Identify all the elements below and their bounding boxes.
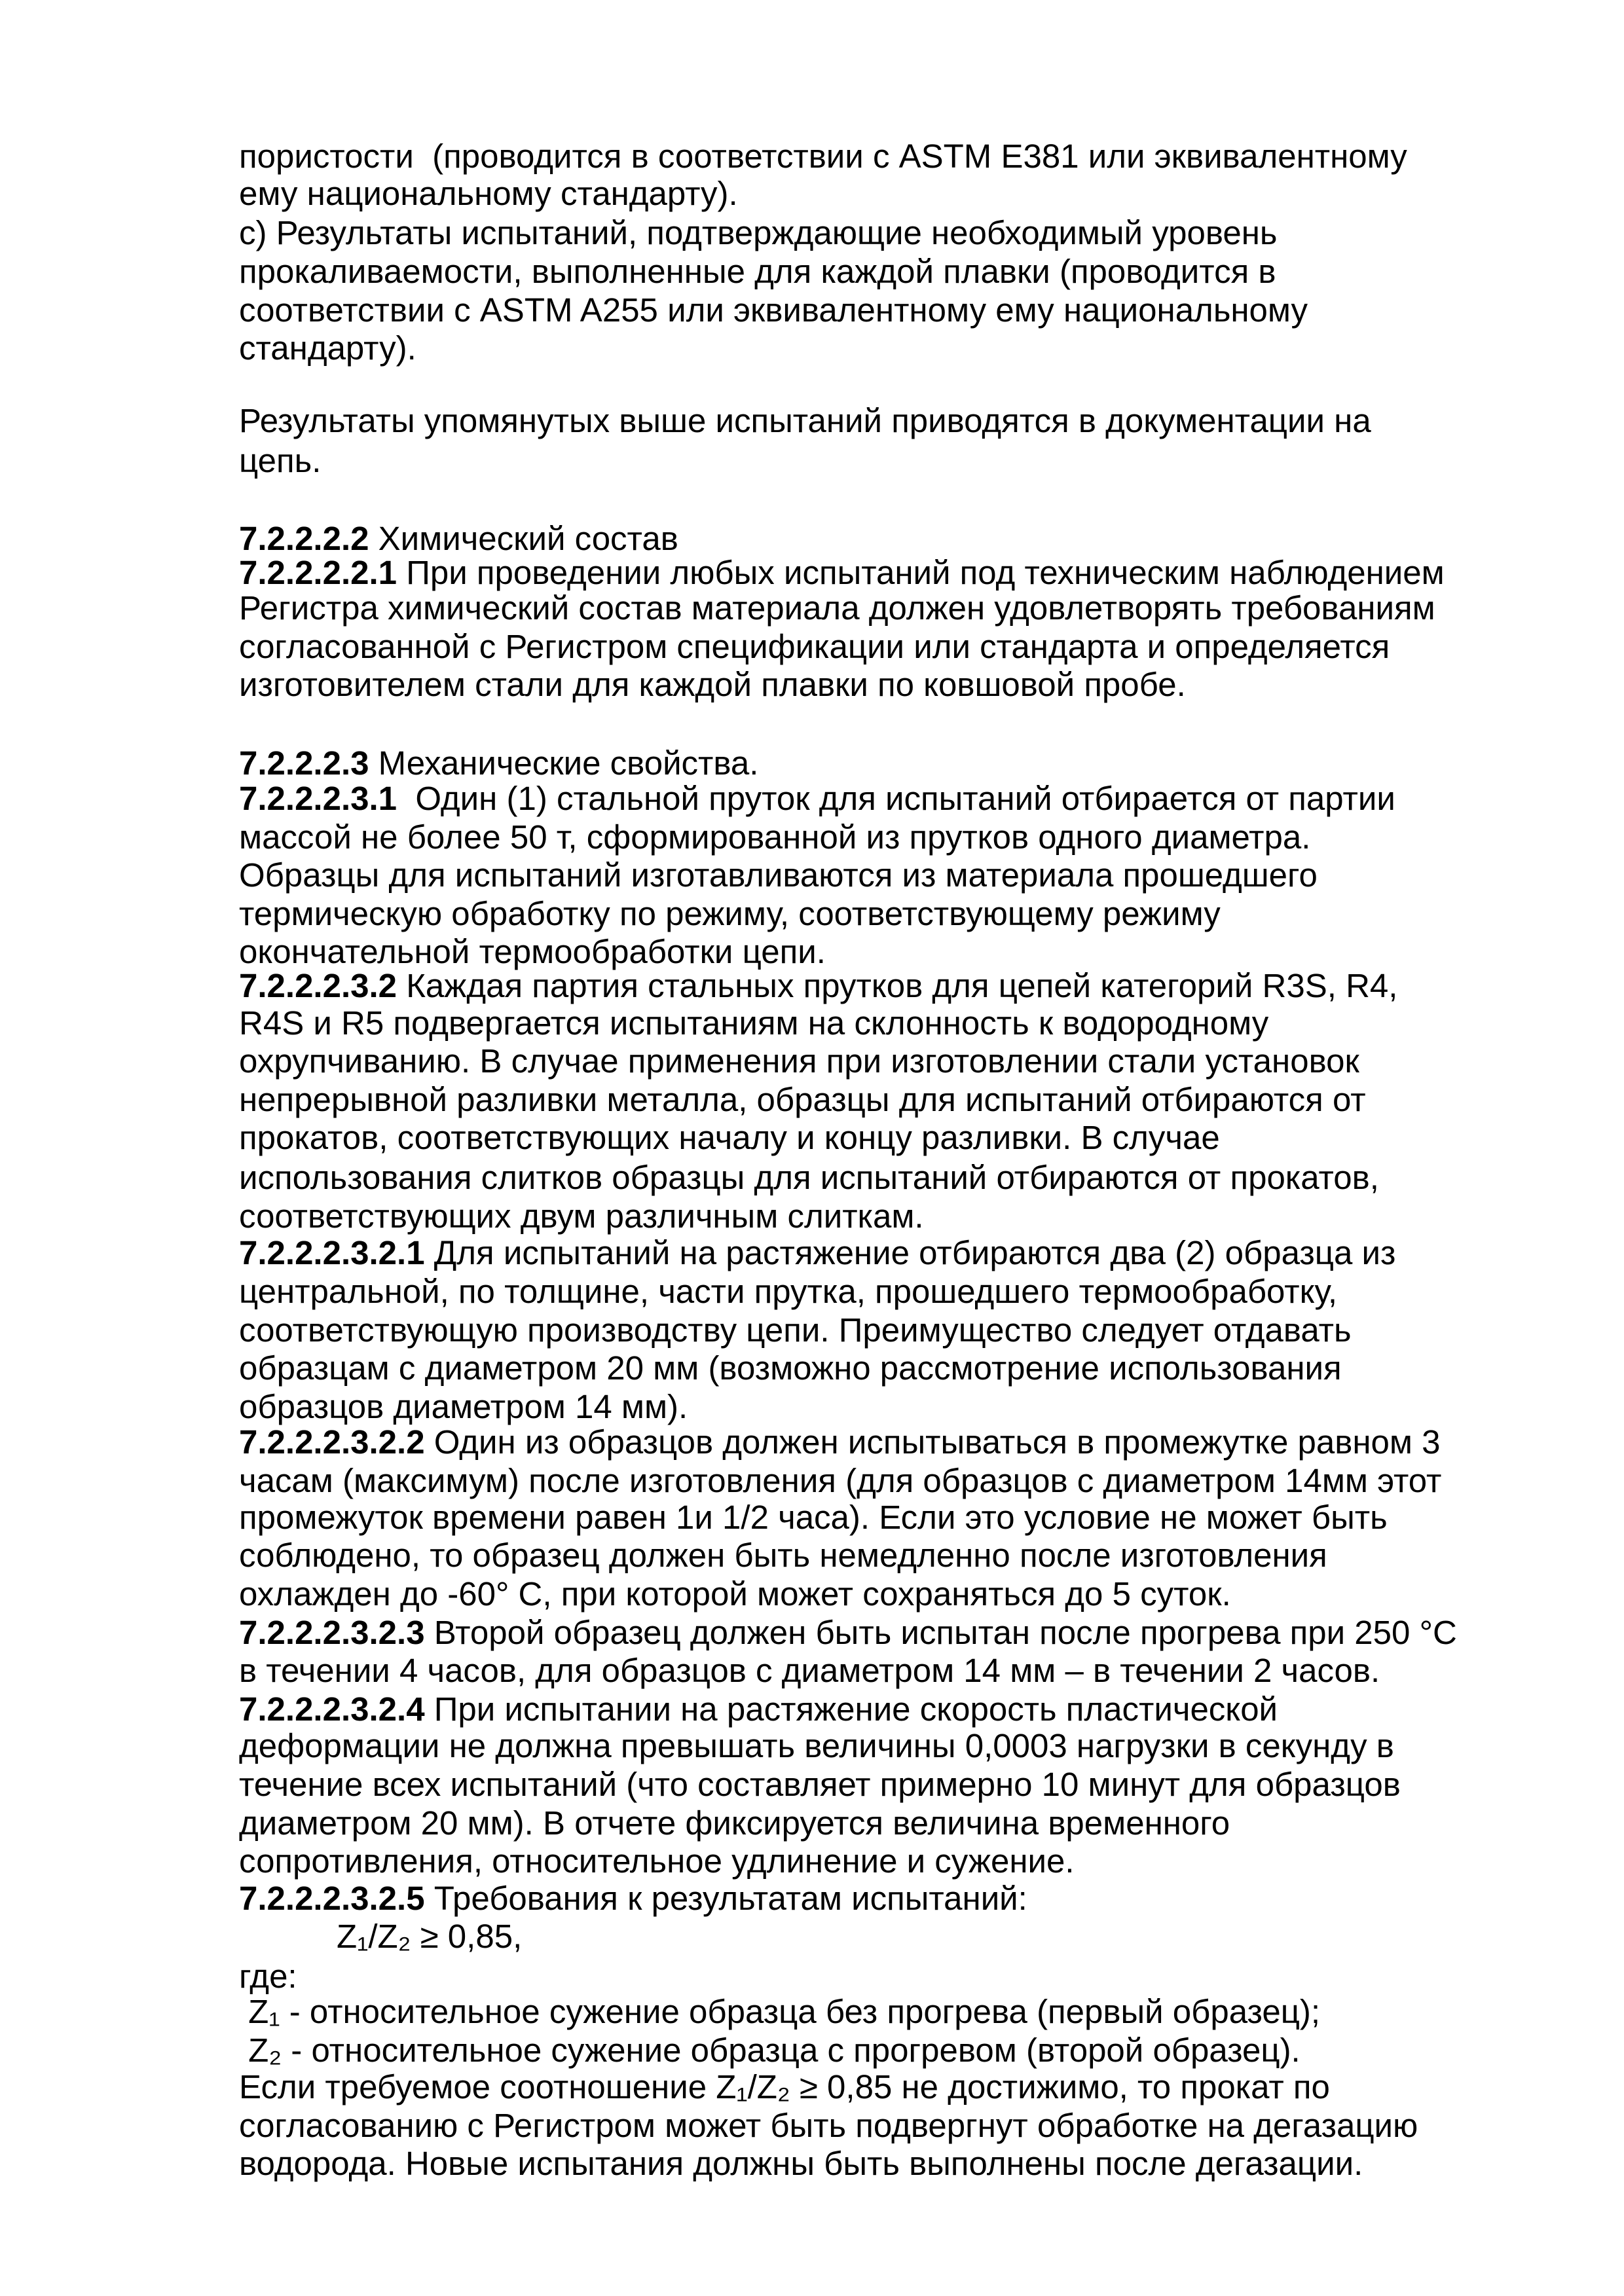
text-line [239,137,1407,175]
text-line [239,1273,1337,1311]
text-line [239,442,321,480]
text-line [239,1842,1075,1880]
line-text: пористости (проводится в соответствии с ASTM E381 или эквивалентному [239,137,1407,175]
section-number: 7.2.2.2.3.2.5 [239,1879,425,1917]
text-line [239,2068,1330,2106]
line-text: Z₁/Z₂ ≥ 0,85, [337,1918,523,1956]
line-text: массой не более 50 т, сформированной из прутков одного диаметра. [239,818,1311,856]
text-line [239,628,1390,666]
text-line [239,2145,1363,2183]
line-text: прокаливаемости, выполненные для каждой плавки (проводится в [239,253,1276,291]
text-line [239,589,1435,627]
line-text: Требования к результатам испытаний: [424,1879,1027,1917]
line-text: Механические свойства. [369,744,759,782]
line-text: образцов диаметром 14 мм). [239,1387,688,1425]
text-line [239,2107,1418,2145]
line-text: Один из образцов должен испытываться в промежутке равном 3 [424,1423,1441,1461]
text-line [239,1004,1268,1042]
line-text: цепь. [239,441,322,479]
text-line [337,1918,522,1956]
section-line [239,1423,1441,1461]
line-text: сопротивления, относительное удлинение и сужение. [239,1842,1075,1880]
line-text: водорода. Новые испытания должны быть выполнены после дегазации. [239,2145,1363,2183]
line-text: c) Результаты испытаний, подтверждающие необходимый уровень [239,214,1278,252]
text-line [239,1042,1359,1080]
section-line [239,554,1445,592]
text-line [239,1349,1342,1387]
section-number: 7.2.2.2.3.2.1 [239,1234,425,1272]
section-number: 7.2.2.2.3.2.4 [239,1690,425,1728]
line-text: охлажден до -60° С, при которой может сохраняться до 5 суток. [239,1575,1231,1613]
line-text: Один (1) стальной пруток для испытаний отбирается от партии [397,779,1395,817]
line-text: термическую обработку по режиму, соответствующему режиму [239,894,1221,932]
line-text: образцам с диаметром 20 мм (возможно рассмотрение использования [239,1349,1342,1387]
line-text: изготовителем стали для каждой плавки по ковшовой пробе. [239,666,1186,704]
text-line [239,1197,924,1235]
line-text: R4S и R5 подвергается испытаниям на склонность к водородному [239,1004,1269,1042]
line-text: соответствующую производству цепи. Преимущество следует отдавать [239,1311,1352,1349]
line-text: окончательной термообработки цепи. [239,933,826,971]
text-line [239,895,1221,933]
text-line [239,933,826,971]
line-text: При проведении любых испытаний под техническим наблюдением [397,554,1445,591]
section-line [239,1880,1027,1918]
text-line [239,1727,1394,1765]
line-text: использования слитков образцы для испытаний отбираются от прокатов, [239,1159,1379,1197]
text-line [239,1462,1441,1500]
line-text: диаметром 20 мм). В отчете фиксируется величина временного [239,1804,1230,1842]
section-line [239,744,758,782]
text-line [239,402,1371,440]
line-text: промежуток времени равен 1и 1/2 часа). Если это условие не может быть [239,1498,1388,1536]
text-line [239,2032,1301,2069]
line-text: Регистра химический состав материала должен удовлетворять требованиям [239,589,1435,627]
text-line [239,291,1308,329]
section-line [239,1234,1395,1272]
text-line [239,1575,1231,1613]
line-text: согласованной с Регистром спецификации или стандарта и определяется [239,627,1390,665]
text-line [239,1119,1220,1157]
line-text: непрерывной разливки металла, образцы для испытаний отбираются от [239,1080,1366,1118]
text-line [239,1766,1401,1804]
text-line [239,1537,1327,1575]
text-line [239,329,416,367]
section-line [239,967,1397,1005]
section-number: 7.2.2.2.3.2.2 [239,1423,425,1461]
line-text: где: [239,1958,297,1995]
section-number: 7.2.2.2.3 [239,744,369,782]
line-text: центральной, по толщине, части прутка, прошедшего термообработку, [239,1272,1338,1310]
line-text: Z₁ - относительное сужение образца без прогрева (первый образец); [239,1993,1321,2031]
text-line [239,1081,1366,1119]
line-text: прокатов, соответствующих началу и концу разливки. В случае [239,1119,1220,1157]
line-text: согласованию с Регистром может быть подвергнут обработке на дегазацию [239,2106,1418,2144]
text-line [239,1159,1379,1197]
line-text: соответствии с ASTM A255 или эквивалентному ему национальному [239,291,1308,329]
line-text: Результаты упомянутых выше испытаний приводятся в документации на [239,401,1371,439]
text-line [239,253,1276,291]
line-text: стандарту). [239,329,416,367]
text-line [239,1388,688,1426]
line-text: ему национальному стандарту). [239,174,738,212]
text-line [239,1804,1230,1842]
section-line [239,1690,1278,1728]
line-text: Образцы для испытаний изготавливаются из материала прошедшего [239,856,1318,894]
line-text: Для испытаний на растяжение отбираются два (2) образца из [424,1234,1396,1272]
text-line [239,856,1318,894]
section-number: 7.2.2.2.3.2 [239,967,397,1005]
section-line [239,520,678,558]
section-number: 7.2.2.2.3.2.3 [239,1613,425,1651]
line-text: течение всех испытаний (что составляет примерно 10 минут для образцов [239,1765,1401,1803]
line-text: Химический состав [369,520,678,558]
line-text: деформации не должна превышать величины 0,0003 нагрузки в секунду в [239,1727,1394,1765]
text-line [239,1499,1388,1537]
line-text: Каждая партия стальных прутков для цепей категорий R3S, R4, [397,967,1398,1005]
text-line [239,1652,1380,1690]
text-line [239,1993,1320,2031]
text-line [239,175,738,213]
text-line [239,1958,297,1995]
line-text: Если требуемое соотношение Z₁/Z₂ ≥ 0,85 не достижимо, то прокат по [239,2068,1330,2106]
line-text: Z₂ - относительное сужение образца с прогревом (второй образец). [239,2031,1301,2069]
line-text: При испытании на растяжение скорость пластической [424,1690,1278,1728]
line-text: охрупчиванию. В случае применения при изготовлении стали установок [239,1042,1359,1080]
section-number: 7.2.2.2.3.1 [239,779,397,817]
line-text: часам (максимум) после изготовления (для образцов с диаметром 14мм этот [239,1461,1442,1499]
text-line [239,214,1277,252]
line-text: в течении 4 часов, для образцов с диаметром 14 мм – в течении 2 часов. [239,1652,1380,1690]
line-text: соблюдено, то образец должен быть немедленно после изготовления [239,1537,1327,1575]
line-text: соответствующих двум различным слиткам. [239,1197,924,1235]
text-line [239,666,1186,704]
text-line [239,1311,1352,1349]
line-text: Второй образец должен быть испытан после прогрева при 250 °С [424,1613,1457,1651]
section-number: 7.2.2.2.2.1 [239,554,397,591]
section-line [239,780,1395,818]
section-number: 7.2.2.2.2 [239,520,369,558]
section-line [239,1614,1457,1652]
text-line [239,818,1310,856]
